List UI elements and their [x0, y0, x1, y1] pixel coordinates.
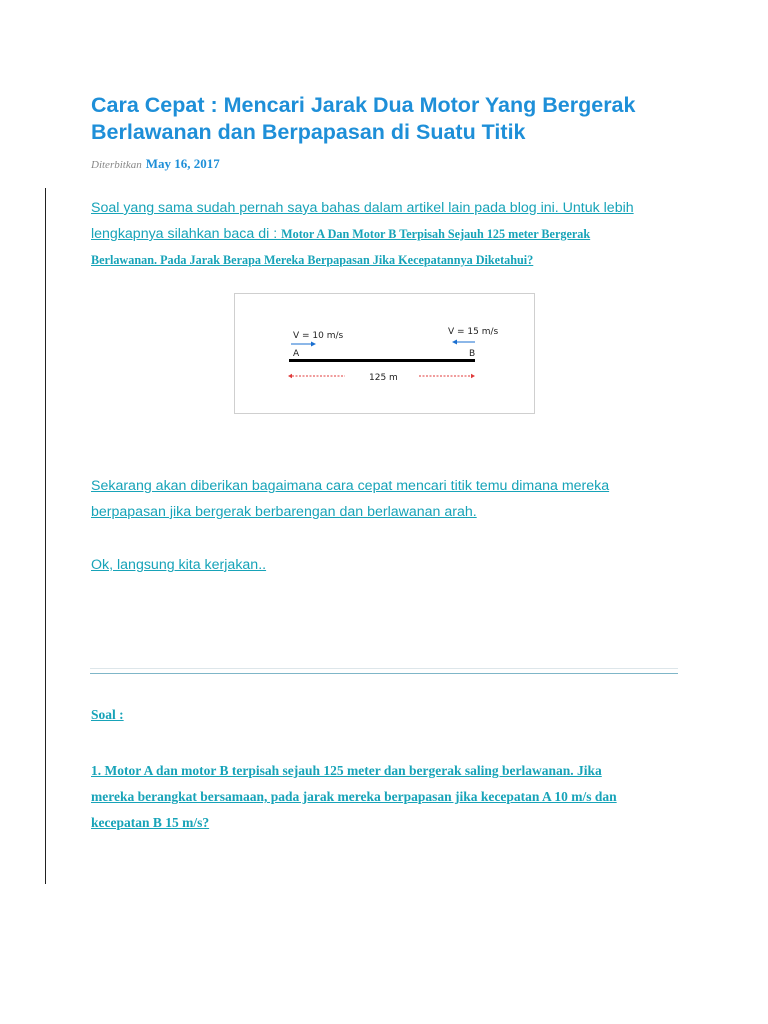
intro-line-1: Soal yang sama sudah pernah saya bahas dalam artikel lain pada blog ini. Untuk lebih — [91, 200, 634, 216]
velocity-a-label: V = 10 m/s — [293, 331, 344, 341]
arrow-left-icon-head — [452, 340, 457, 345]
related-article-link-part-1[interactable]: Motor A Dan Motor B Terpisah Sejauh 125 meter Bergerak — [281, 227, 591, 241]
left-border-line — [45, 188, 46, 884]
arrow-right-icon-head — [311, 342, 316, 347]
point-a-label: A — [293, 349, 300, 359]
distance-label: 125 m — [369, 373, 398, 383]
motion-diagram-svg — [235, 294, 536, 415]
question-line-2: mereka berangkat bersamaan, pada jarak mereka berpapasan jika kecepatan A 10 m/s dan — [91, 789, 617, 804]
motion-diagram — [234, 293, 535, 414]
question-line-1: 1. Motor A dan motor B terpisah sejauh 125 meter dan bergerak saling berlawanan. Jika — [91, 763, 602, 778]
question-line-3: kecepatan B 15 m/s? — [91, 815, 210, 830]
published-date[interactable]: May 16, 2017 — [145, 156, 220, 171]
explanation-line-1: Sekarang akan diberikan bagaimana cara cepat mencari titik temu dimana mereka — [91, 478, 610, 494]
lets-start-paragraph — [91, 552, 691, 578]
dimension-arrow-right-icon — [471, 374, 475, 378]
velocity-b-label: V = 15 m/s — [448, 327, 499, 337]
divider — [90, 673, 678, 674]
problem-heading: Soal : — [91, 707, 124, 722]
explanation-line-2: berpapasan jika bergerak berbarengan dan berlawanan arah. — [91, 504, 477, 520]
point-b-label: B — [469, 349, 476, 359]
article-title: Cara Cepat : Mencari Jarak Dua Motor Yang Bergerak Berlawanan dan Berpapasan di Suatu Titik — [91, 93, 636, 144]
related-article-link-part-2[interactable]: Berlawanan. Pada Jarak Berapa Mereka Berpapasan Jika Kecepatannya Diketahui? — [91, 253, 534, 267]
explanation-paragraph — [91, 473, 691, 525]
intro-paragraph — [91, 195, 691, 273]
published-label: Diterbitkan — [91, 159, 142, 171]
divider-light — [90, 668, 678, 669]
publish-meta — [91, 155, 220, 173]
lets-start-text: Ok, langsung kita kerjakan.. — [91, 557, 267, 573]
problem-question — [91, 758, 671, 836]
dimension-arrow-left-icon — [288, 374, 292, 378]
intro-line-2: lengkapnya silahkan baca di : — [91, 226, 282, 242]
